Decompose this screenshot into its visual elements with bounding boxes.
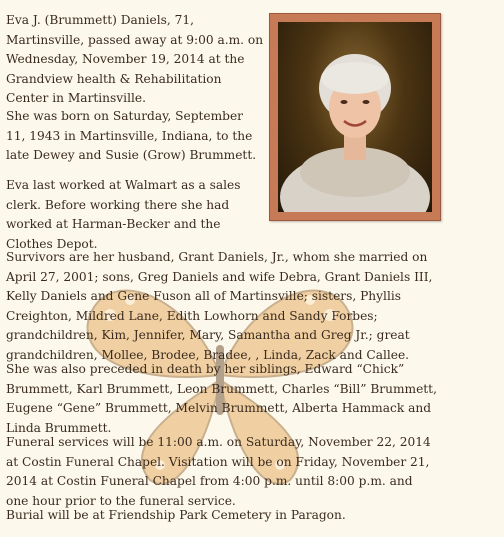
portrait-frame (269, 13, 441, 221)
obituary-paragraph-preceded: She was also preceded in death by her siblings, Edward “Chick” Brummett, Karl Brummett, Leon Brummett, Charles “Bill” Brummett, Eugene “Gene” Brummett, Melvin Brummett, Alberta Hammack and Linda Brummett. (6, 362, 437, 435)
obituary-paragraph-work: Eva last worked at Walmart as a sales clerk. Before working there she had worked at Harman-Becker and the Clothes Depot. (6, 178, 241, 251)
portrait-photo-icon (278, 22, 432, 212)
obituary-paragraph-services: Funeral services will be 11:00 a.m. on Saturday, November 22, 2014 at Costin Funeral Chapel. Visitation will be on Friday, November 21, 2014 at Costin Funeral Chapel from 4:00 p.m. until 8:00 p.m. and one hour prior to the funeral service. (6, 435, 431, 508)
obituary-paragraph-burial: Burial will be at Friendship Park Cemetery in Paragon. (6, 508, 346, 522)
obituary-paragraph-death: Eva J. (Brummett) Daniels, 71, Martinsville, passed away at 9:00 a.m. on Wednesday, November 19, 2014 at the Grandview health & Rehabilitation Center in Martinsville. (6, 13, 264, 105)
obituary-paragraph-birth: She was born on Saturday, September 11, 1943 in Martinsville, Indiana, to the late Dewey and Susie (Grow) Brummett. (6, 109, 257, 162)
obituary-paragraph-survivors: Survivors are her husband, Grant Daniels, Jr., whom she married on April 27, 2001; sons, Greg Daniels and wife Debra, Grant Daniels III, Kelly Daniels and Gene Fuson all of Martinsville; sisters, Phyllis Creighton, Mildred Lane, Edith Lowhorn and Sandy Forbes; grandchildren, Kim, Jennifer, Mary, Samantha and Greg Jr.; great grandchildren, Mollee, Brodee, Bradee, , Linda, Zack and Callee. (6, 250, 433, 362)
portrait-photo (278, 22, 432, 212)
